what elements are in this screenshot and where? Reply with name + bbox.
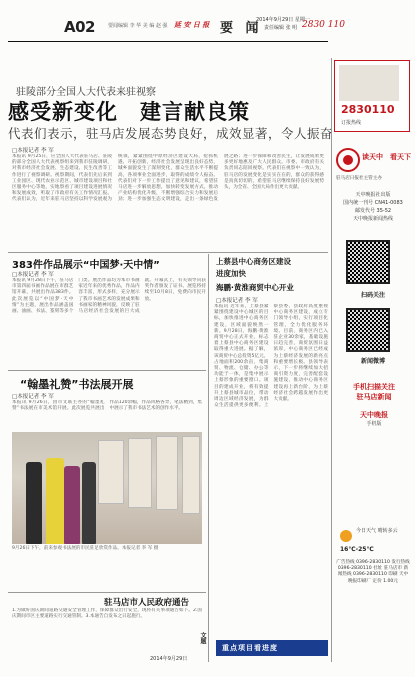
visitor-figure: [26, 462, 42, 544]
artwork-frame: [128, 438, 152, 508]
exhibition-photo: [12, 432, 202, 544]
brand-name: 读天中 看天下: [362, 152, 411, 161]
lead-kicker: 驻陵部分全国人大代表来驻视察: [16, 87, 156, 98]
notice-date: 2014年9月29日: [150, 656, 188, 662]
reporter-hotline: 天中晚报新闻热线: [352, 216, 393, 222]
paper-logo: 延 安 日 报: [174, 20, 210, 29]
page-code: A02: [64, 18, 95, 36]
promo-line-1: 手机扫描关注: [353, 383, 395, 391]
hotline-stamp: 2830 110: [302, 20, 345, 30]
art-reporter: □本报记者 李 军: [12, 272, 54, 278]
ad-code: 订报热线: [341, 120, 362, 126]
editor-meta: 要闻编辑 李 华 美 编 赵 强: [108, 23, 168, 29]
visitor-figure: [64, 466, 80, 544]
divider: [8, 370, 206, 371]
notice-items: 1.为做好国庆期间道路交通安全管理工作，保障群众出行安全，现将有关事项通告如下。2.国庆期间市区主要道路实行交通管制。3.本通告自发布之日起施行。: [12, 608, 202, 620]
page-editor: 责任编辑 张 明: [264, 25, 298, 31]
sidebar-divider: [331, 58, 332, 662]
brand-block: [336, 148, 410, 188]
promo-line-3: 天中晚报: [360, 411, 388, 419]
sun-icon: [340, 530, 352, 542]
right-reporter: □本报记者 李 军: [216, 298, 258, 304]
right-body: 本报讯 近年来，上蔡县紧紧围绕建设中心城区的目标，加快推进中心商务区建设，区域面貌焕然一新。9月28日，海鹏·黄淮商贸中心正式开业，标志着上蔡县中心商务区建设取得重大进展。据了解，该商贸中心总投资5亿元，占地面积200余亩，集商贸、物流、仓储、办公等功能于一体，是集中展示上蔡形象的重要窗口。项目的建成开业，将有效提升上蔡县城市品位，带动周边区域经济发展，为群众生活提供更多便利。上蔡县委、县政府高度重视中心商务区建设，成立专门领导小组，实行项目化管理，全力优化服务环境。目前，商务区内已入驻企业30余家，基础设施日趋完善，商贸氛围日益浓厚，中心商务区已经成为上蔡经济发展的新亮点和重要增长极。县领导表示，下一步将继续加大招商引资力度，完善配套设施建设，推动中心商务区建设再上新台阶，为上蔡经济社会跨越发展作出更大贡献。: [214, 304, 328, 409]
art-headline: 383件作品展示“中国梦·天中情”: [12, 260, 160, 271]
artwork-frame: [98, 440, 124, 504]
weather-text: 今日天气 晴转多云: [356, 528, 398, 534]
right-headline-3: 海鹏·黄淮商贸中心开业: [216, 283, 294, 292]
promo-line-2: 驻马店新闻: [356, 393, 392, 401]
divider: [8, 592, 206, 593]
qr-label: 新闻微博: [360, 358, 385, 365]
publisher: 天中晚报社出版: [355, 192, 391, 198]
brand-sub: 驻马店日报社主管主办: [336, 176, 382, 181]
divider: [8, 252, 328, 253]
ad-number: 2830110: [341, 103, 395, 116]
weather-temp: 16℃-25℃: [340, 546, 374, 553]
notice-title: 驻马店市人民政府通告: [104, 598, 190, 608]
art-body: 本报讯 9月28日下午，驻马店市第四届书画作品展在市群艺馆开幕，共展出作品383件。此次展览以“中国梦·天中情”为主题，展出作品涵盖国画、油画、书法、篆刻等多个门类。展出作品均为本市书画家近年来的优秀作品，作品内容丰富，形式多样，充分展示了我市书画艺术的发展成果和书画家的精神风貌，反映了驻马店经济社会发展的巨大成就。开幕式上，有关领导向获奖作者颁发了证书。展览将持续至10月8日，免费向市民开放。: [12, 278, 206, 315]
lead-reporter: □本报记者 李 军: [12, 148, 54, 154]
artwork-frame: [182, 436, 200, 514]
calligraphy-headline: “翰墨礼赞”书法展开展: [20, 378, 134, 391]
qr-code-icon[interactable]: [346, 308, 390, 352]
column-divider: [208, 254, 209, 662]
calligraphy-reporter: □本报记者 李 军: [12, 394, 54, 400]
weather-block: [338, 528, 408, 556]
right-headline-2: 进度加快: [216, 269, 246, 278]
feature-tag: 重点项目看进度: [216, 640, 328, 656]
hotline-ad: [334, 60, 410, 132]
artwork-frame: [156, 436, 178, 510]
visitor-figure: [46, 458, 64, 544]
tag-label: 文题: [199, 632, 206, 644]
issue-date: 2014年9月29日 星期一: [256, 17, 310, 23]
calligraphy-body: 本报讯 9月26日，由市文联主办的“翰墨礼赞”书法展在市美术馆开展。此次展览共展出作品120余幅，作品风格各异，笔法精到，集中展示了我市书法艺术的创作水平。: [12, 400, 202, 412]
lead-body: 本报讯 9月25日，应全国人大代表驻马店、驻陵的部分全国人大代表视察组来到我市驻陵调研，对我市经济社会发展、生态建设、民生改善等工作进行了视察调研。视察期间，代表们先后来到工业园区、现代农业示范区、城市建设项目和社区服务中心等地，实地察看了项目建设进展情况和发展成效，听取了市政府有关工作情况汇报。代表们认为，近年来驻马店坚持以科学发展观为统领，紧紧围绕中原经济区建设大局，抢抓机遇、开拓创新，经济社会发展呈现出良好态势，城乡面貌发生了深刻变化，群众生活水平不断提高，各项事业全面进步，取得的成绩令人振奋。代表们对下一步工作提出了意见和建议，希望驻马店进一步解放思想，加快转变发展方式，推动产业结构优化升级，不断增强综合实力和发展后劲；进一步加强生态文明建设，走出一条绿色发展之路；进一步保障和改善民生，让发展成果更多更好地惠及广大人民群众。市委、市政府有关负责同志陪同视察。代表们在视察中一致认为，驻马店的发展变化是实实在在的，群众的获得感是真真切切的，希望驻马店继续保持良好发展势头，为全省、全国大局作出更大贡献。: [12, 154, 324, 203]
right-headline-1: 上蔡县中心商务区建设: [216, 257, 291, 266]
photo-caption: 9月26日下午，前来参观书法展的市民驻足欣赏作品。本报记者 李 军 摄: [12, 546, 159, 551]
masthead-rule: [8, 41, 328, 42]
masthead: [0, 0, 415, 62]
section-title: 要 闻: [220, 21, 263, 36]
contact-info: 广告热线 0396-2830110 发行热线 0396-2830110 社址 驻马店市 新闻热线 0396-2830110 印刷 天中晚报印刷厂 定价 1.00元: [336, 560, 410, 584]
post-code: 邮发代号 35-52: [354, 208, 392, 214]
lead-subhead: 代表们表示，驻马店发展态势良好，成效显著，令人振奋: [8, 126, 334, 141]
lead-headline: 感受新变化 建言献良策: [8, 100, 250, 124]
ad-image: [339, 65, 399, 101]
promo-line-4: 手机版: [366, 421, 382, 427]
cn-number: 国内统一刊号 CN41-0083: [343, 200, 403, 206]
seal-icon: [336, 148, 360, 172]
qr-label: 扫码关注: [360, 292, 385, 299]
visitor-figure: [82, 462, 96, 544]
qr-code-icon[interactable]: [346, 240, 390, 284]
